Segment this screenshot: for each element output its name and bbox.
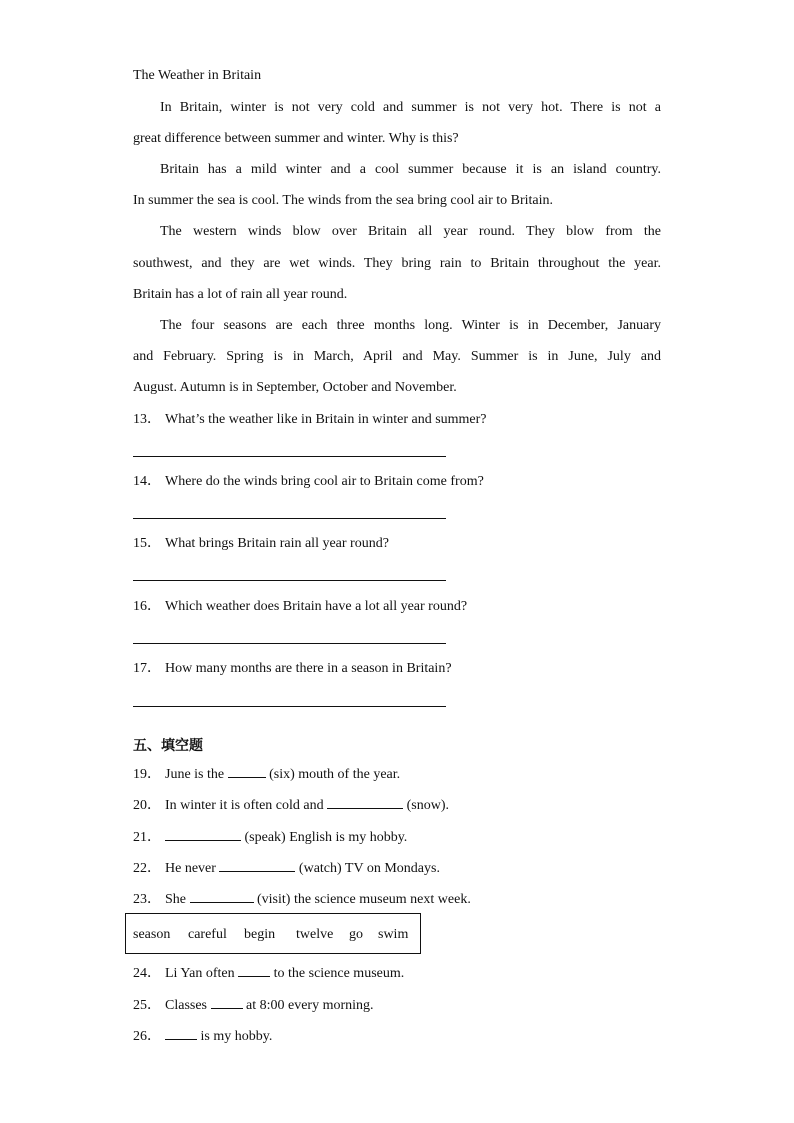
item-text-before: He never (165, 861, 216, 876)
fill-item-20 (133, 795, 449, 815)
item-text-after: (snow). (406, 798, 450, 813)
word-box-word: twelve (296, 927, 334, 942)
item-text-before: June is the (165, 767, 225, 782)
question-number: 25． (133, 998, 161, 1013)
word-box-word: season (133, 927, 171, 942)
question-number: 21． (133, 830, 161, 845)
answer-line-13[interactable] (133, 456, 446, 457)
item-text-before: In winter it is often cold and (165, 798, 324, 813)
passage-line: Britain has a lot of rain all year round. (133, 287, 348, 302)
item-text-after: (speak) English is my hobby. (244, 830, 408, 845)
question-text: Where do the winds bring cool air to Britain come from? (165, 474, 484, 489)
word-box-word: swim (378, 927, 409, 942)
passage-line: great difference between summer and winter. Why is this? (133, 131, 459, 146)
passage-line: Britain has a mild winter and a cool summer because it is an island country. (160, 162, 661, 177)
word-box-word: careful (188, 927, 227, 942)
fill-item-22 (133, 858, 440, 878)
passage-line: In Britain, winter is not very cold and summer is not very hot. There is not a (160, 100, 661, 115)
question-number: 16． (133, 599, 161, 614)
question-14 (133, 473, 484, 491)
passage-line: In summer the sea is cool. The winds from the sea bring cool air to Britain. (133, 193, 554, 208)
fill-blank[interactable] (219, 858, 295, 872)
fill-item-26 (133, 1026, 272, 1046)
question-number: 20． (133, 798, 161, 813)
word-box-word: go (349, 927, 363, 942)
passage-line: The western winds blow over Britain all year round. They blow from the (160, 224, 661, 239)
question-text: Which weather does Britain have a lot all year round? (165, 599, 468, 614)
item-text-before: She (165, 892, 186, 907)
item-text-after: (six) mouth of the year. (269, 767, 401, 782)
answer-line-16[interactable] (133, 643, 446, 644)
fill-item-24 (133, 963, 404, 983)
question-number: 23． (133, 892, 161, 907)
fill-blank[interactable] (165, 827, 241, 841)
question-13 (133, 411, 487, 429)
question-number: 26． (133, 1029, 161, 1044)
word-box (125, 913, 421, 954)
passage-line: The four seasons are each three months long. Winter is in December, January (160, 318, 661, 333)
item-text-before: Classes (165, 998, 207, 1013)
fill-item-23 (133, 889, 471, 909)
fill-item-21 (133, 827, 407, 847)
passage-title: The Weather in Britain (133, 68, 262, 83)
item-text-after: (watch) TV on Mondays. (298, 861, 440, 876)
item-text-after: (visit) the science museum next week. (257, 892, 471, 907)
answer-line-14[interactable] (133, 518, 446, 519)
question-text: How many months are there in a season in Britain? (165, 661, 452, 676)
question-number: 13． (133, 412, 161, 427)
fill-blank[interactable] (327, 795, 403, 809)
word-box-word: begin (244, 927, 276, 942)
fill-blank[interactable] (238, 963, 270, 977)
item-text-before: Li Yan often (165, 966, 235, 981)
fill-blank[interactable] (211, 995, 243, 1009)
question-15 (133, 535, 389, 553)
question-number: 17． (133, 661, 161, 676)
question-number: 22． (133, 861, 161, 876)
passage-line: southwest, and they are wet winds. They bring rain to Britain throughout the year. (133, 256, 661, 271)
item-text-after: at 8:00 every morning. (246, 998, 374, 1013)
question-text: What’s the weather like in Britain in winter and summer? (165, 412, 487, 427)
fill-blank[interactable] (190, 889, 254, 903)
question-number: 24． (133, 966, 161, 981)
fill-item-19 (133, 764, 400, 784)
question-number: 14． (133, 474, 161, 489)
question-17 (133, 660, 452, 678)
question-number: 19． (133, 767, 161, 782)
passage-line: and February. Spring is in March, April and May. Summer is in June, July and (133, 349, 661, 364)
passage-line: August. Autumn is in September, October and November. (133, 380, 457, 395)
item-text-after: is my hobby. (200, 1029, 273, 1044)
item-text-after: to the science museum. (273, 966, 405, 981)
question-number: 15． (133, 536, 161, 551)
answer-line-15[interactable] (133, 580, 446, 581)
question-16 (133, 598, 467, 616)
answer-line-17[interactable] (133, 706, 446, 707)
section-title: 五、填空题 (133, 738, 203, 754)
fill-blank[interactable] (228, 764, 266, 778)
question-text: What brings Britain rain all year round? (165, 536, 389, 551)
fill-blank[interactable] (165, 1026, 197, 1040)
fill-item-25 (133, 995, 374, 1015)
